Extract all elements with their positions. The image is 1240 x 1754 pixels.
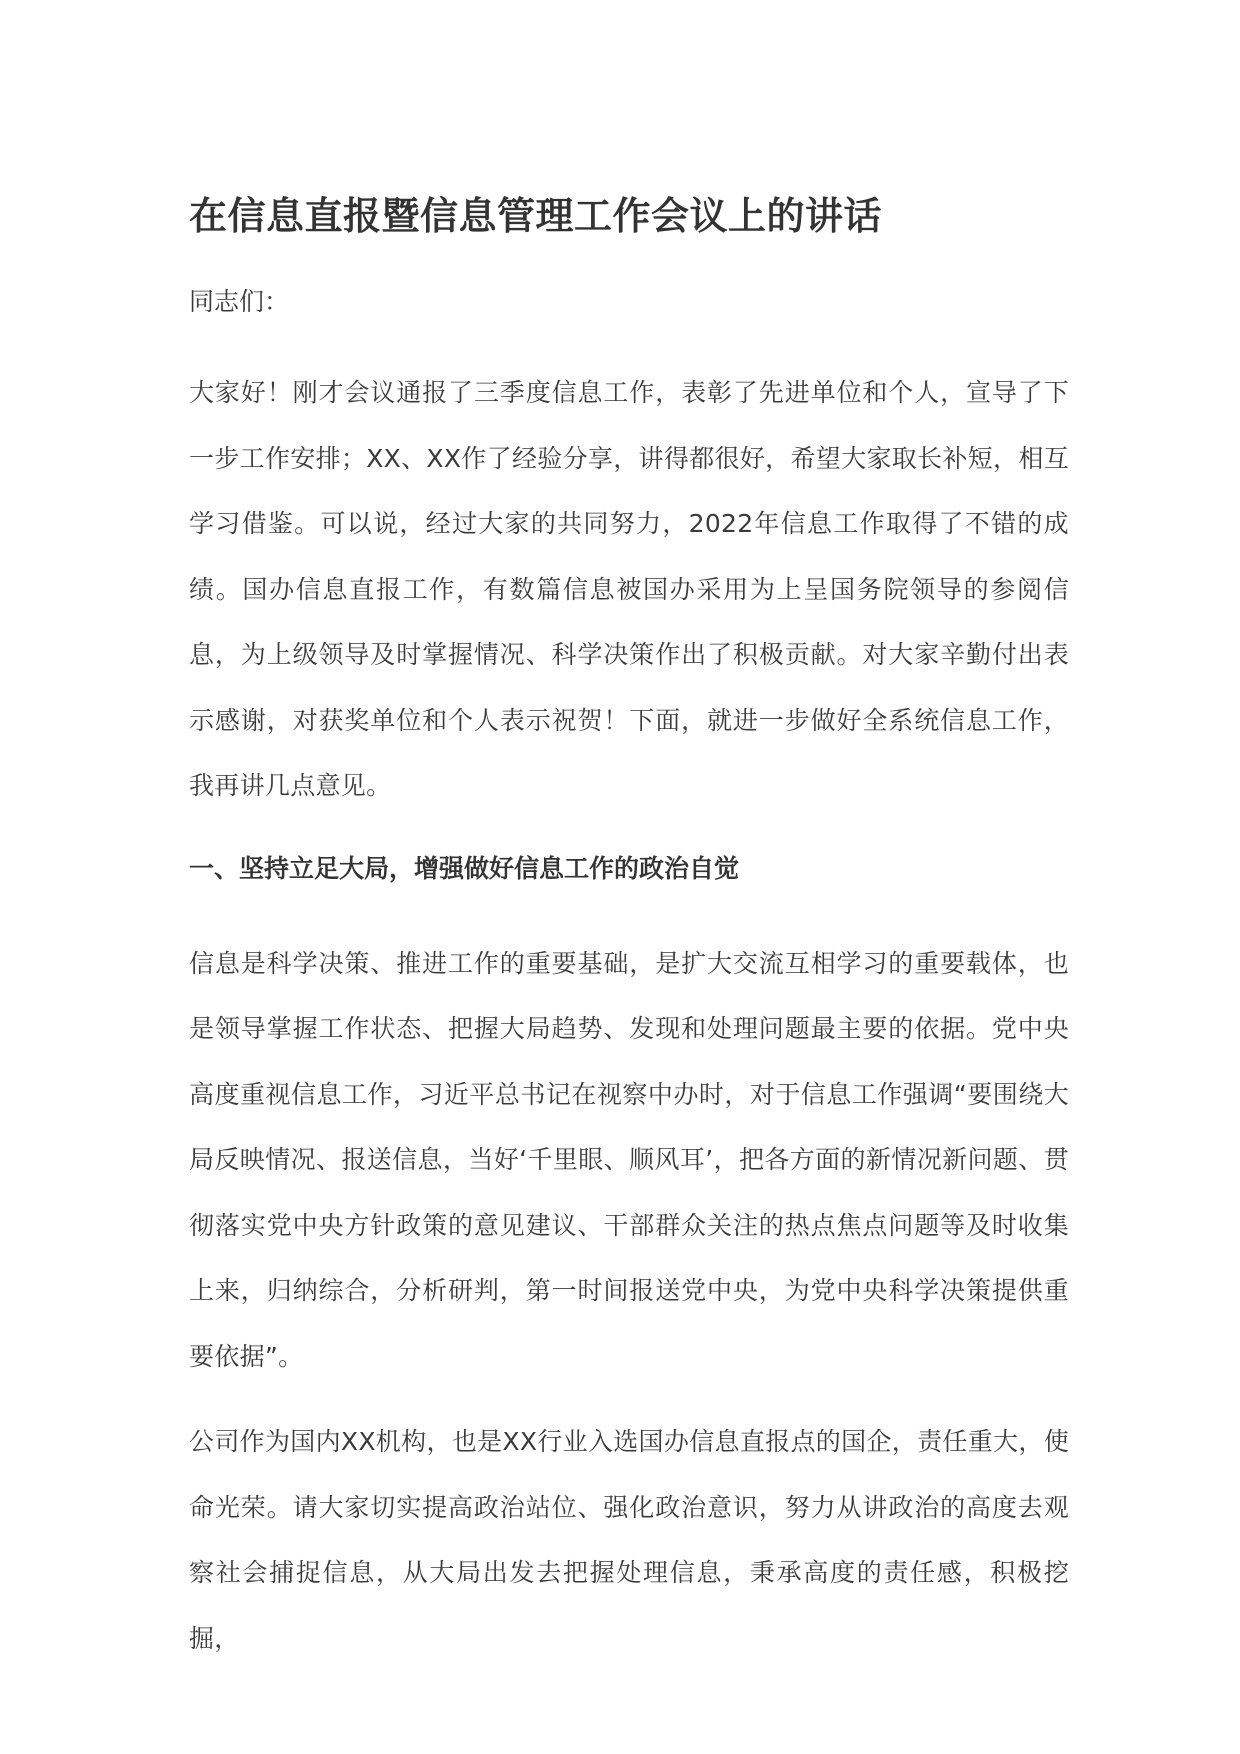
document-body — [189, 188, 1069, 1671]
section-1-paragraph-2: 公司作为国内XX机构，也是XX行业入选国办信息直报点的国企，责任重大，使命光荣。请大家切实提高政治站位、强化政治意识，努力从讲政治的高度去观察社会捕捉信息，从大局出发去把握处理信息，秉承高度的责任感，积极挖掘， — [189, 1427, 1069, 1653]
section-heading-1: 一、坚持立足大局，增强做好信息工作的政治自觉 — [189, 853, 740, 883]
salutation: 同志们： — [189, 287, 290, 316]
section-1-paragraph-1: 信息是科学决策、推进工作的重要基础，是扩大交流互相学习的重要载体，也是领导掌握工作状态、把握大局趋势、发现和处理问题最主要的依据。党中央高度重视信息工作，习近平总书记在视察中办时，对于信息工作强调“要围绕大局反映情况、报送信息，当好‘千里眼、顺风耳’，把各方面的新情况新问题、贯彻落实党中央方针政策的意见建议、干部群众关注的热点焦点问题等及时收集上来，归纳综合，分析研判，第一时间报送党中央，为党中央科学决策提供重要依据”。 — [189, 948, 1069, 1371]
intro-paragraph: 大家好！刚才会议通报了三季度信息工作，表彰了先进单位和个人，宣导了下一步工作安排；XX、XX作了经验分享，讲得都很好，希望大家取长补短，相互学习借鉴。可以说，经过大家的共同努力，2022年信息工作取得了不错的成绩。国办信息直报工作，有数篇信息被国办采用为上呈国务院领导的参阅信息，为上级领导及时掌握情况、科学决策作出了积极贡献。对大家辛勤付出表示感谢，对获奖单位和个人表示祝贺！下面，就进一步做好全系统信息工作，我再讲几点意见。 — [189, 378, 1069, 800]
page-title: 在信息直报暨信息管理工作会议上的讲话 — [189, 194, 883, 238]
